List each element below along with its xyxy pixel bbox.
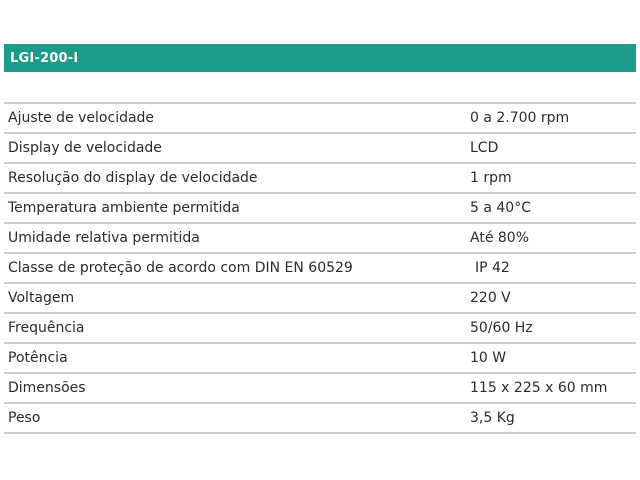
- table-row: [4, 404, 636, 434]
- spec-label-ajuste-velocidade: Ajuste de velocidade: [8, 110, 155, 126]
- table-row: [4, 164, 636, 194]
- spec-label-frequencia: Frequência: [8, 320, 85, 336]
- table-row: [4, 374, 636, 404]
- spec-value-voltagem: 220 V: [470, 290, 511, 306]
- spec-value-potencia: 10 W: [470, 350, 507, 366]
- spec-label-peso: Peso: [8, 410, 41, 426]
- spec-label-dimensoes: Dimensões: [8, 380, 86, 396]
- spec-value-frequencia: 50/60 Hz: [470, 320, 533, 336]
- spec-value-ajuste-velocidade: 0 a 2.700 rpm: [470, 110, 570, 126]
- table-row: [4, 314, 636, 344]
- spec-label-umidade: Umidade relativa permitida: [8, 230, 200, 246]
- table-row: [4, 224, 636, 254]
- spec-label-voltagem: Voltagem: [8, 290, 75, 306]
- product-header-bar: [4, 44, 636, 72]
- table-row: [4, 194, 636, 224]
- spec-value-temperatura: 5 a 40°C: [470, 200, 531, 216]
- spec-label-display-velocidade: Display de velocidade: [8, 140, 162, 156]
- spec-label-potencia: Potência: [8, 350, 68, 366]
- spec-label-resolucao-display: Resolução do display de velocidade: [8, 170, 258, 186]
- table-row: [4, 104, 636, 134]
- spec-label-temperatura: Temperatura ambiente permitida: [8, 200, 240, 216]
- spec-value-resolucao-display: 1 rpm: [470, 170, 512, 186]
- table-row: [4, 344, 636, 374]
- spec-value-classe-protecao: IP 42: [475, 260, 510, 276]
- product-title: LGI-200-I: [10, 50, 79, 66]
- spec-value-dimensoes: 115 x 225 x 60 mm: [470, 380, 608, 396]
- table-row: [4, 284, 636, 314]
- spec-label-classe-protecao: Classe de proteção de acordo com DIN EN 60529: [8, 260, 353, 276]
- spec-table: [4, 102, 636, 434]
- table-row: [4, 134, 636, 164]
- spec-value-display-velocidade: LCD: [470, 140, 499, 156]
- table-row: [4, 254, 636, 284]
- spec-value-peso: 3,5 Kg: [470, 410, 515, 426]
- spec-value-umidade: Até 80%: [470, 230, 530, 246]
